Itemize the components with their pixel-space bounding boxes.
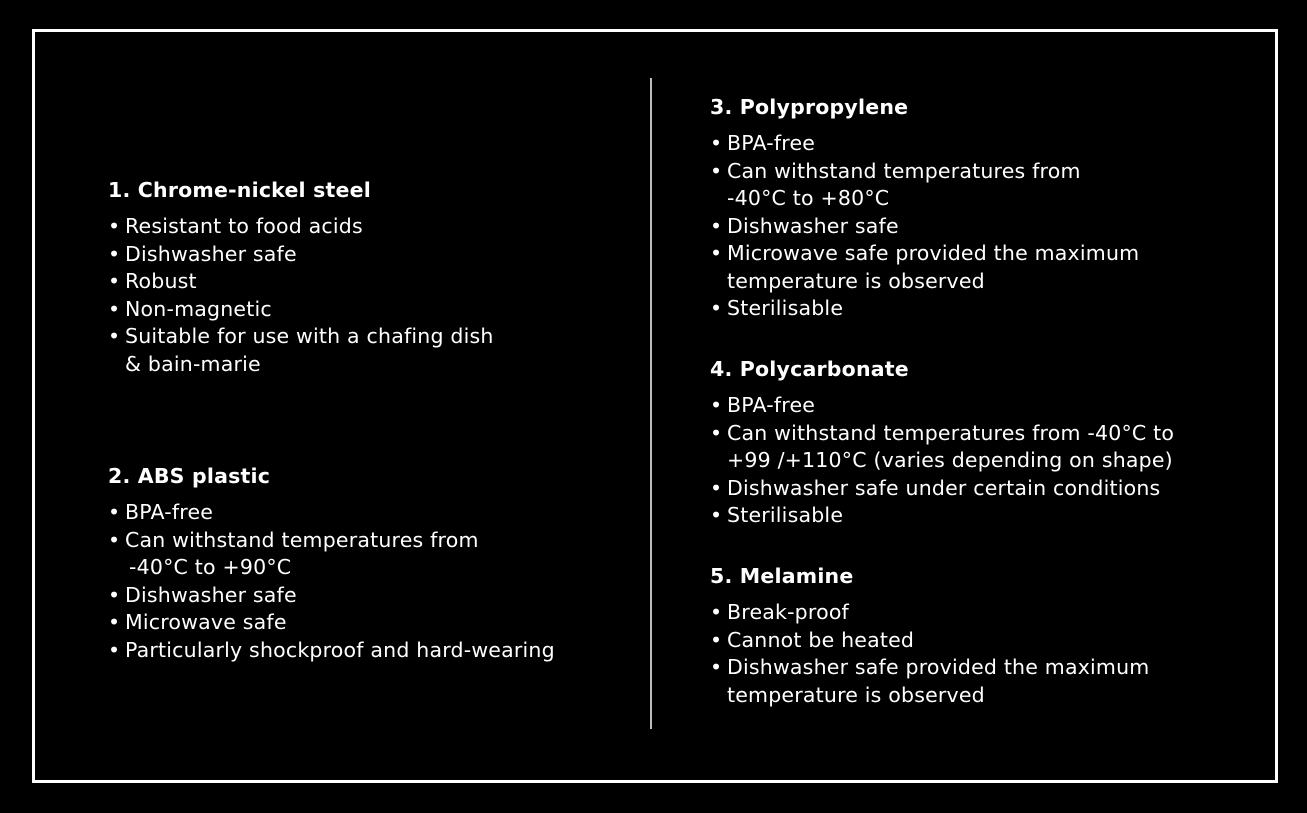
list-item bbox=[710, 240, 1139, 295]
item-text: Microwave safe provided the maximum bbox=[727, 241, 1140, 265]
list-item bbox=[710, 475, 1174, 503]
section-melamine bbox=[710, 564, 1149, 709]
item-text: BPA-free bbox=[727, 131, 816, 155]
list-item bbox=[108, 499, 555, 527]
list-item bbox=[710, 502, 1174, 530]
item-text: Can withstand temperatures from bbox=[125, 527, 479, 552]
list-item bbox=[108, 268, 494, 296]
item-text: Dishwasher safe provided the maximum bbox=[727, 655, 1150, 679]
section-polycarbonate bbox=[710, 357, 1174, 530]
section-chrome-nickel-steel bbox=[108, 178, 494, 378]
item-text: Microwave safe bbox=[125, 610, 287, 634]
item-text: Dishwasher safe bbox=[727, 213, 899, 238]
list-item bbox=[108, 527, 555, 582]
item-text: Dishwasher safe under certain conditions bbox=[727, 475, 1161, 500]
section-title: 4. Polycarbonate bbox=[710, 357, 909, 381]
item-text-continued: +99 /+110°C (varies depending on shape) bbox=[727, 448, 1173, 472]
item-text: Sterilisable bbox=[727, 296, 844, 320]
list-item bbox=[108, 323, 494, 378]
section-abs-plastic bbox=[108, 464, 555, 664]
list-item bbox=[108, 637, 555, 665]
list-item bbox=[108, 213, 494, 241]
item-text: BPA-free bbox=[125, 500, 214, 524]
item-text: Sterilisable bbox=[727, 503, 844, 527]
item-text: Dishwasher safe bbox=[125, 582, 297, 607]
item-text: Dishwasher safe bbox=[125, 241, 297, 266]
list-item bbox=[108, 296, 494, 324]
item-text-continued: temperature is observed bbox=[727, 268, 985, 293]
section-title: 5. Melamine bbox=[710, 564, 854, 588]
feature-list bbox=[710, 599, 1149, 709]
section-title: 3. Polypropylene bbox=[710, 95, 909, 119]
list-item bbox=[710, 158, 1139, 213]
section-polypropylene bbox=[710, 95, 1139, 323]
item-text-continued: temperature is observed bbox=[727, 682, 985, 707]
item-text-continued: & bain-marie bbox=[125, 351, 261, 376]
feature-list bbox=[108, 499, 555, 664]
section-title: 1. Chrome-nickel steel bbox=[108, 178, 371, 202]
list-item bbox=[710, 599, 1149, 627]
list-item bbox=[710, 392, 1174, 420]
list-item bbox=[710, 130, 1139, 158]
item-text: Can withstand temperatures from bbox=[727, 158, 1081, 183]
item-text: Break-proof bbox=[727, 600, 849, 624]
item-text: Robust bbox=[125, 269, 197, 293]
column-divider bbox=[650, 78, 652, 729]
item-text: Suitable for use with a chafing dish bbox=[125, 324, 494, 348]
item-text: BPA-free bbox=[727, 393, 816, 417]
item-text-continued: -40°C to +90°C bbox=[129, 555, 292, 579]
list-item bbox=[710, 295, 1139, 323]
list-item bbox=[108, 609, 555, 637]
list-item bbox=[108, 582, 555, 610]
feature-list bbox=[710, 130, 1139, 323]
list-item bbox=[108, 241, 494, 269]
item-text: Cannot be heated bbox=[727, 627, 915, 652]
item-text: Can withstand temperatures from -40°C to bbox=[727, 420, 1175, 445]
list-item bbox=[710, 654, 1149, 709]
list-item bbox=[710, 420, 1174, 475]
feature-list bbox=[710, 392, 1174, 530]
item-text: Particularly shockproof and hard-wearing bbox=[125, 637, 555, 662]
item-text: Non-magnetic bbox=[125, 296, 272, 321]
list-item bbox=[710, 627, 1149, 655]
item-text: Resistant to food acids bbox=[125, 214, 363, 238]
list-item bbox=[710, 213, 1139, 241]
item-text-continued: -40°C to +80°C bbox=[727, 186, 890, 210]
feature-list bbox=[108, 213, 494, 378]
section-title: 2. ABS plastic bbox=[108, 464, 271, 488]
